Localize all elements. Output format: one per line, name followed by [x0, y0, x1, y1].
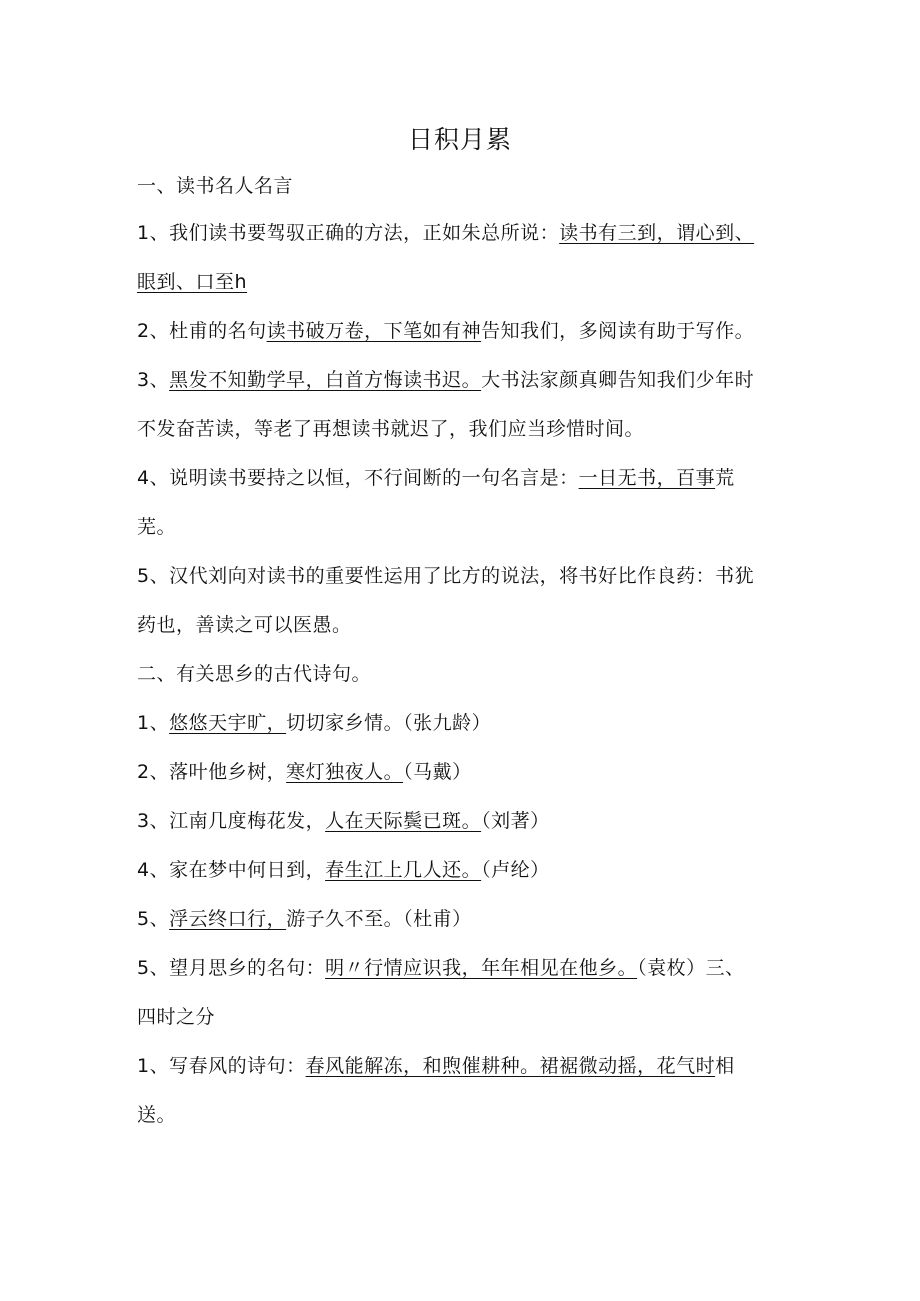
underlined-quote: 明〃行情应识我，年年相见在他乡。	[325, 957, 638, 979]
text-segment: 告知我们，多阅读有助于写作。	[481, 320, 755, 342]
text-segment: 4、说明读书要持之以恒，不行间断的一句名言是：	[137, 467, 579, 489]
text-segment: 1、	[137, 712, 170, 734]
text-segment: 药也，善读之可以医愚。	[137, 614, 352, 636]
underlined-quote: 一日无书，百事	[578, 467, 716, 489]
text-segment: 四时之分	[137, 1006, 216, 1028]
text-segment: 游子久不至。（杜甫）	[286, 908, 472, 930]
text-line	[137, 1003, 797, 1031]
text-segment: 二、有关思乡的古代诗句。	[137, 663, 372, 685]
underlined-quote: 寒灯独夜人。	[286, 761, 404, 783]
text-line	[137, 172, 797, 200]
text-segment: 4、家在梦中何日到，	[137, 859, 326, 881]
underlined-quote: 眼到、口至h	[137, 271, 248, 293]
underlined-quote: 黑发不知勤学早，白首方悔读书迟。	[169, 369, 482, 391]
underlined-quote: 人在天际鬓已斑。	[325, 810, 482, 832]
text-segment: （袁枚）三、	[637, 957, 745, 979]
text-segment: 芜。	[137, 516, 177, 538]
text-segment: （刘著）	[481, 810, 550, 832]
text-line	[137, 219, 797, 247]
text-line	[137, 415, 797, 443]
text-segment: 荒	[715, 467, 735, 489]
text-segment: 不发奋苦读，等老了再想读书就迟了，我们应当珍惜时间。	[137, 418, 645, 440]
text-line	[137, 1052, 797, 1080]
text-line	[137, 709, 797, 737]
underlined-quote: 读书有三到，谓心到、	[559, 222, 755, 244]
text-line	[137, 464, 797, 492]
underlined-quote: 春风能解冻，和煦催耕种。裙裾微动摇，花气时	[305, 1055, 716, 1077]
text-line	[137, 954, 797, 982]
text-segment: 一、读书名人名言	[137, 175, 294, 197]
text-segment: 送。	[137, 1104, 177, 1126]
text-segment: 2、落叶他乡树，	[137, 761, 287, 783]
text-line	[137, 562, 797, 590]
text-line	[137, 660, 797, 688]
text-segment: 5、望月思乡的名句：	[137, 957, 326, 979]
text-line	[137, 611, 797, 639]
underlined-quote: 春生江上几人还。	[325, 859, 482, 881]
text-segment: 5、汉代刘向对读书的重要性运用了比方的说法，将书好比作良药：书犹	[137, 565, 755, 587]
text-segment: （卢纶）	[481, 859, 550, 881]
text-line	[137, 317, 797, 345]
underlined-quote: 悠悠天宇旷，	[169, 712, 287, 734]
text-segment: 2、杜甫的名句	[137, 320, 267, 342]
text-line	[137, 758, 797, 786]
text-segment: 切切家乡情。（张九龄）	[286, 712, 492, 734]
text-segment: 3、	[137, 369, 170, 391]
text-line	[137, 268, 797, 296]
text-line	[137, 856, 797, 884]
text-line	[137, 513, 797, 541]
text-segment: 1、写春风的诗句：	[137, 1055, 306, 1077]
text-segment: 相	[715, 1055, 735, 1077]
text-segment: 5、	[137, 908, 170, 930]
text-segment: （马戴）	[403, 761, 472, 783]
page-title: 日积月累	[407, 125, 512, 154]
text-segment: 1、我们读书要驾驭正确的方法，正如朱总所说：	[137, 222, 560, 244]
text-segment: 3、江南几度梅花发，	[137, 810, 326, 832]
underlined-quote: 读书破万卷，下笔如有神	[266, 320, 482, 342]
text-segment: 大书法家颜真卿告知我们少年时	[481, 369, 755, 391]
text-line	[137, 807, 797, 835]
text-line	[137, 366, 797, 394]
text-line	[137, 1101, 797, 1129]
text-line	[137, 905, 797, 933]
underlined-quote: 浮云终口行，	[169, 908, 287, 930]
